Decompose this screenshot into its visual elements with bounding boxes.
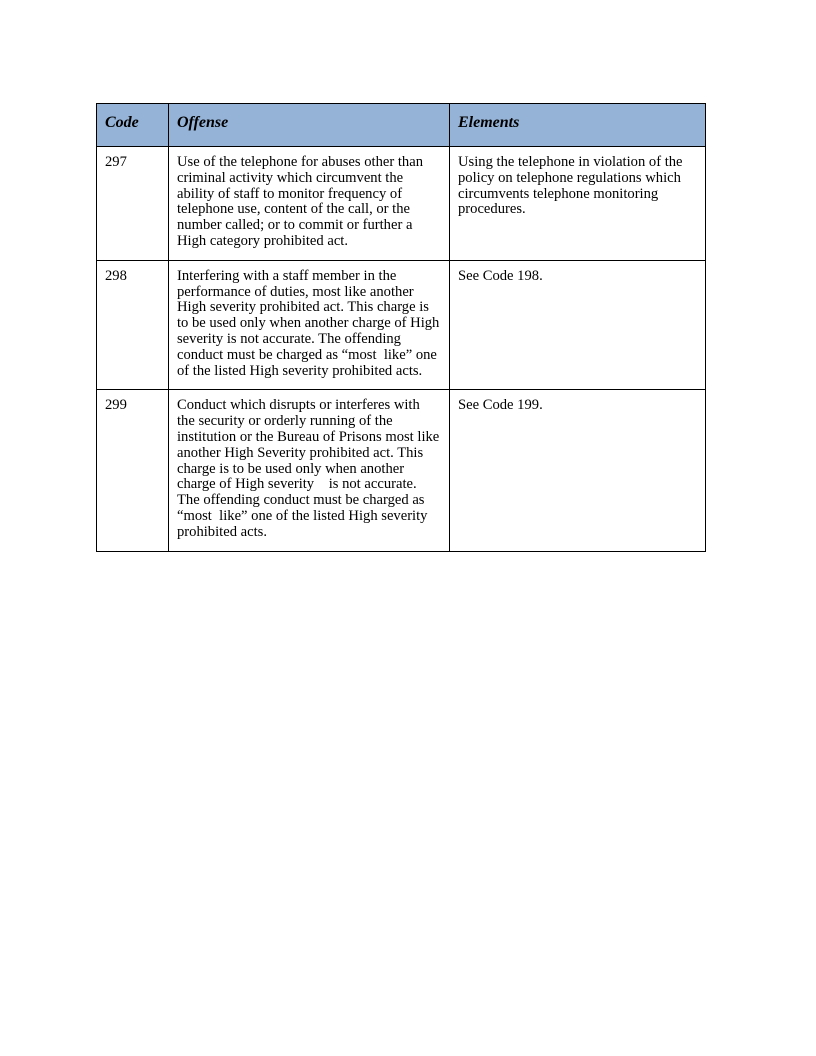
offense-cell: Conduct which disrupts or interferes with the security or orderly running of the institution or the Bureau of Prisons most like another High Severity prohibited act. This charge is to be used only when another charge of High severity is not accurate. The offending conduct must be charged as “most like” one of the listed High severity prohibited acts. [169, 390, 450, 551]
table-row [97, 390, 706, 551]
code-cell: 299 [97, 390, 169, 551]
offense-cell: Interfering with a staff member in the performance of duties, most like another High severity prohibited act. This charge is to be used only when another charge of High severity is not accurate. The offending conduct must be charged as “most like” one of the listed High severity prohibited acts. [169, 260, 450, 390]
elements-cell: Using the telephone in violation of the policy on telephone regulations which circumvents telephone monitoring procedures. [450, 147, 706, 261]
code-cell: 298 [97, 260, 169, 390]
elements-cell: See Code 198. [450, 260, 706, 390]
elements-cell: See Code 199. [450, 390, 706, 551]
prohibited-acts-table [96, 103, 706, 552]
code-cell: 297 [97, 147, 169, 261]
header-cell-code: Code [97, 104, 169, 147]
offense-cell: Use of the telephone for abuses other than criminal activity which circumvent the ability of staff to monitor frequency of telephone use, content of the call, or the number called; or to commit or further a High category prohibited act. [169, 147, 450, 261]
table-row [97, 147, 706, 261]
header-cell-elements: Elements [450, 104, 706, 147]
table-row [97, 260, 706, 390]
header-cell-offense: Offense [169, 104, 450, 147]
table-header-row [97, 104, 706, 147]
